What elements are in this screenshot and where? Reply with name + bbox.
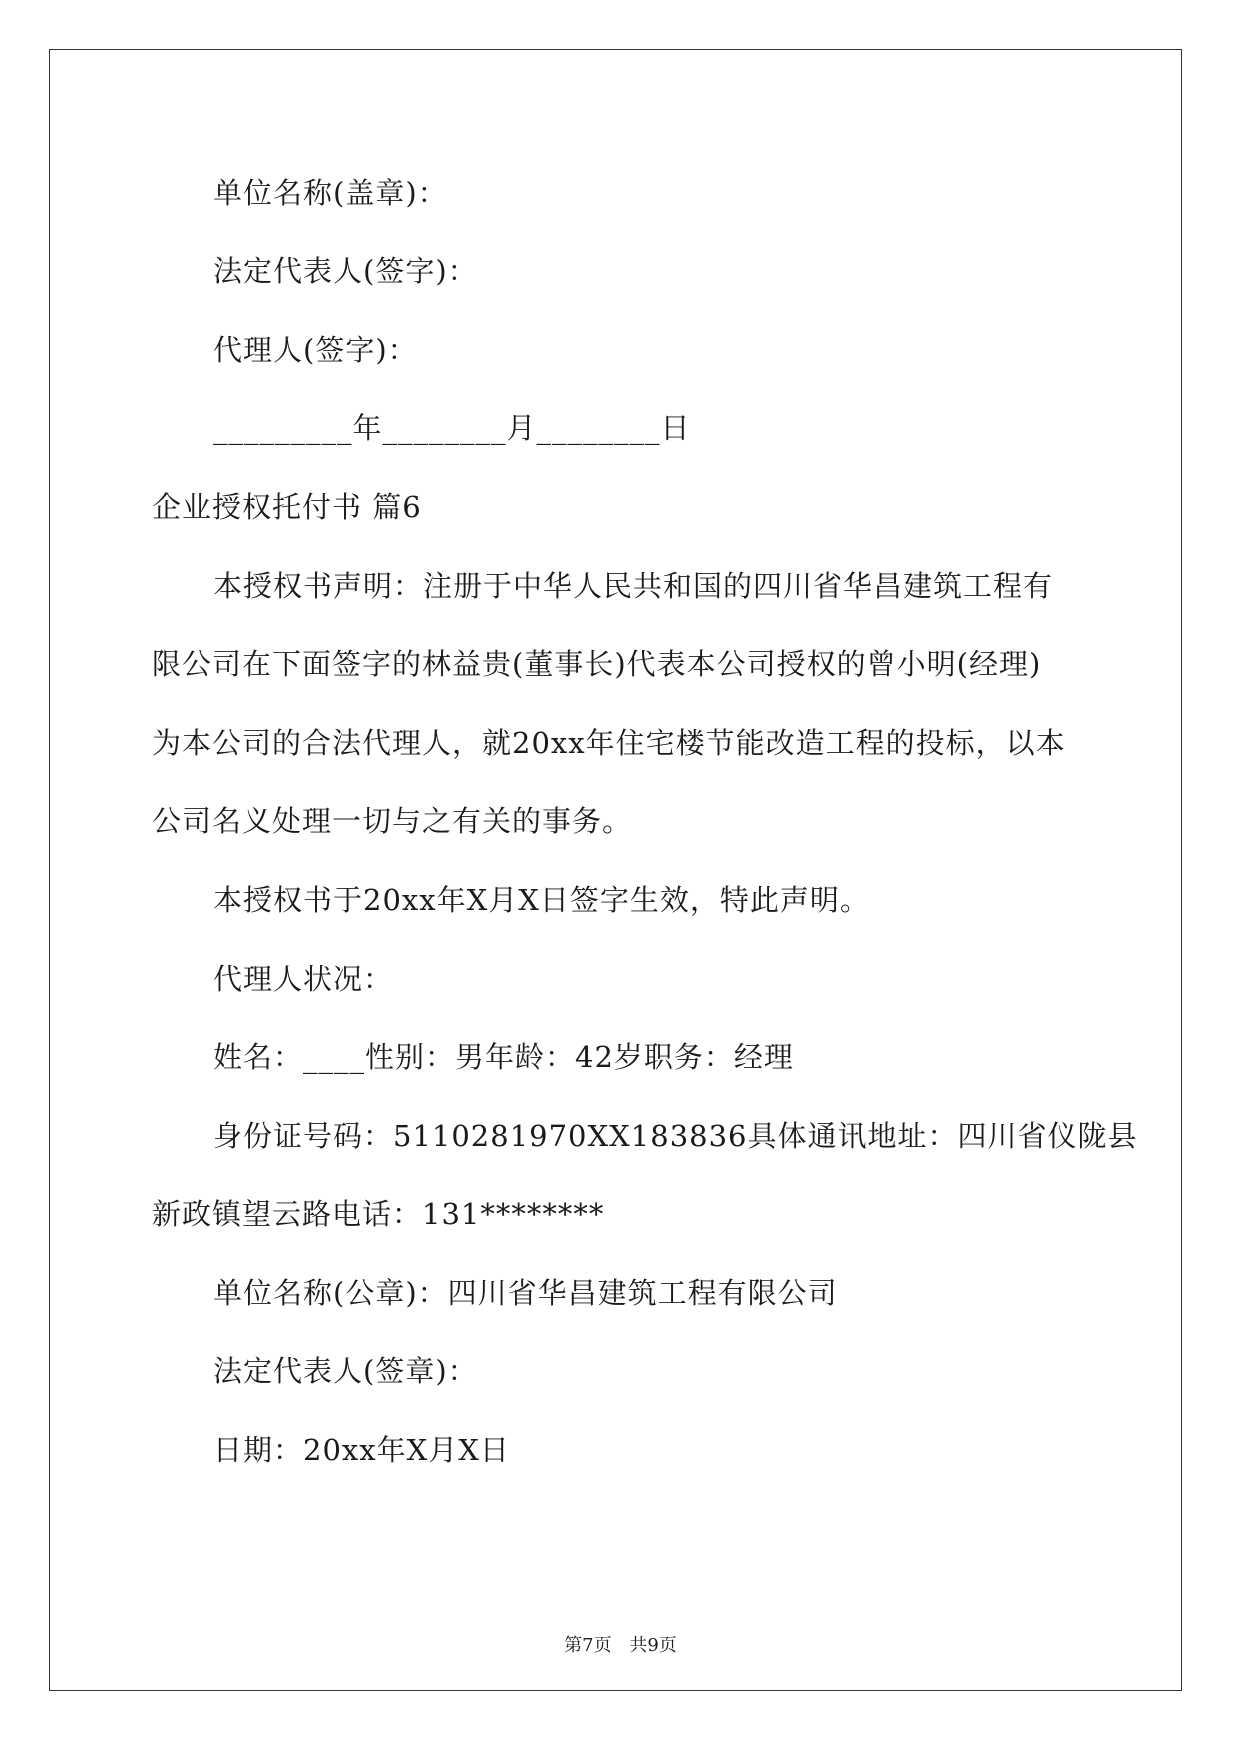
date-line: 日期：20xx年X月X日 — [213, 1433, 510, 1467]
effective-date-line: 本授权书于20xx年X月X日签字生效，特此声明。 — [213, 883, 870, 917]
agent-sign-line: 代理人(签字)： — [213, 333, 418, 367]
statement-paragraph-line-4: 公司名义处理一切与之有关的事务。 — [152, 804, 633, 838]
section-heading: 企业授权托付书 篇6 — [152, 490, 422, 524]
page-footer — [0, 1635, 1241, 1657]
legal-rep-seal-line: 法定代表人(签章)： — [213, 1354, 478, 1388]
statement-paragraph-line-1: 本授权书声明：注册于中华人民共和国的四川省华昌建筑工程有 — [213, 569, 1054, 603]
unit-name-seal-line: 单位名称(盖章)： — [213, 176, 448, 210]
page-total: 共9页 — [629, 1635, 677, 1656]
date-blank-line: _________年________月________日 — [213, 411, 691, 445]
id-address-line-1: 身份证号码：5110281970XX183836具体通讯地址：四川省仪陇县 — [213, 1119, 1138, 1153]
statement-paragraph-line-2: 限公司在下面签字的林益贵(董事长)代表本公司授权的曾小明(经理) — [152, 647, 1042, 681]
agent-info-line: 姓名：____性别：男年龄：42岁职务：经理 — [213, 1040, 794, 1074]
legal-rep-sign-line: 法定代表人(签字)： — [213, 254, 478, 288]
agent-status-label: 代理人状况： — [213, 962, 394, 996]
page-current: 第7页 — [564, 1635, 612, 1656]
id-address-line-2: 新政镇望云路电话：131******** — [152, 1197, 605, 1231]
statement-paragraph-line-3: 为本公司的合法代理人，就20xx年住宅楼节能改造工程的投标，以本 — [152, 726, 1066, 760]
unit-name-official-seal-line: 单位名称(公章)：四川省华昌建筑工程有限公司 — [213, 1276, 838, 1310]
